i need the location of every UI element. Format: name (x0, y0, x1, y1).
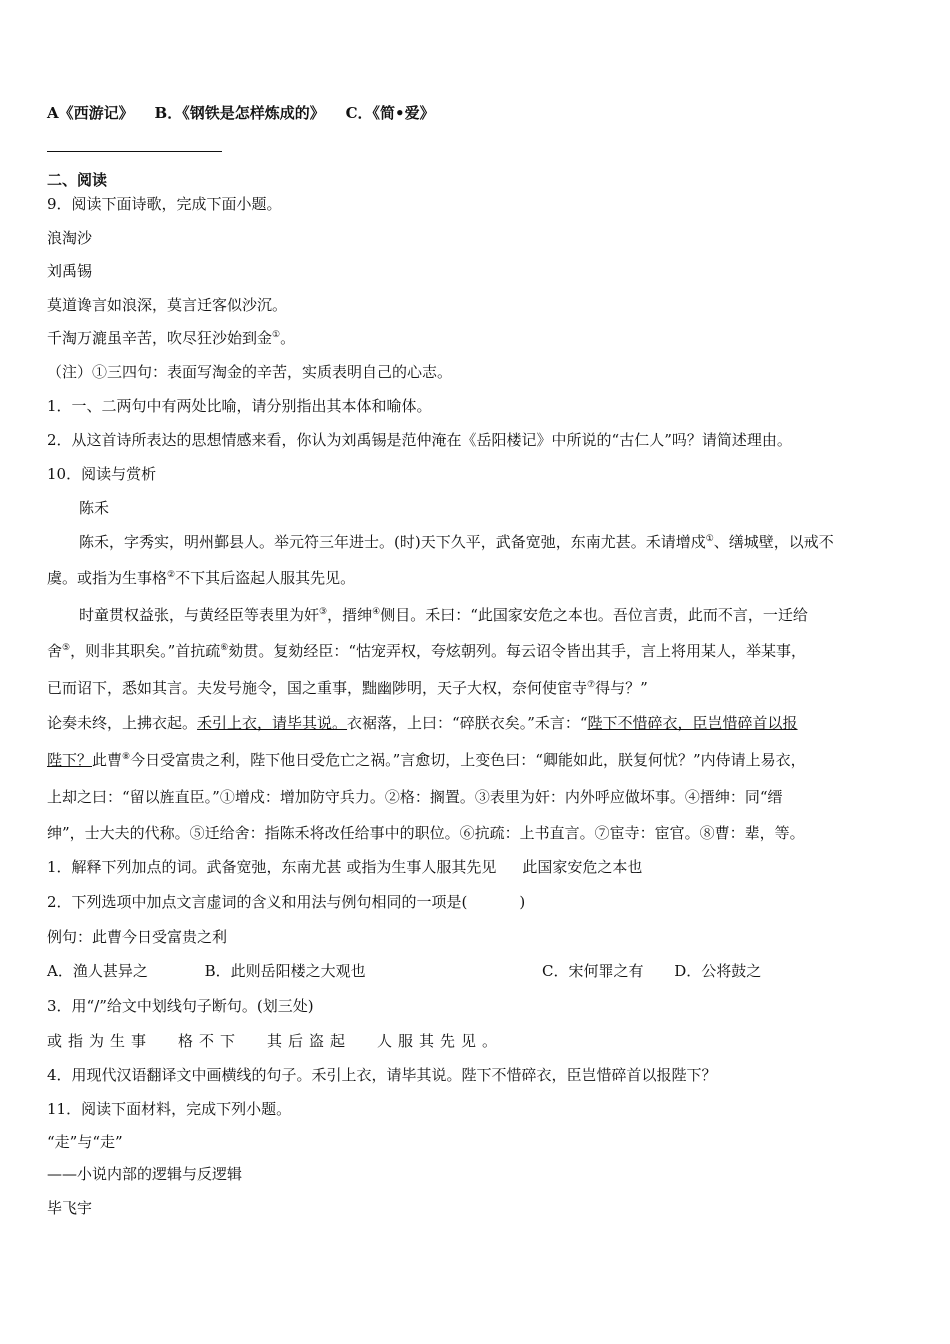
q10-sub2-options (47, 961, 366, 981)
essay-title: “走”与“走” (47, 1133, 123, 1151)
q11-stem: 11．阅读下面材料，完成下列小题。 (47, 1100, 292, 1118)
segmentation-sentence: 或指为生事 格不下 其后盗起 人服其先见。 (47, 1032, 504, 1050)
example-sentence: 例句：此曹今日受富贵之利 (47, 928, 228, 946)
passage-p1-line2: 虞。或指为生事格②不下其后盗起人服其先见。 (47, 569, 356, 587)
answer-rule (47, 151, 222, 152)
underlined-sentence-2: 陛下不惜碎衣，臣岂惜碎首以报 (587, 714, 798, 732)
options-line (47, 103, 435, 123)
poem-line-2: 千淘万漉虽辛苦，吹尽狂沙始到金①。 (47, 329, 296, 347)
q10-sub2: 2．下列选项中加点文言虚词的含义和用法与例句相同的一项是( ) (47, 893, 526, 911)
choice-a: A．渔人甚异之 (47, 962, 148, 980)
essay-subtitle: ——小说内部的逻辑与反逻辑 (47, 1165, 243, 1183)
q10-sub4: 4．用现代汉语翻译文中画横线的句子。禾引上衣，请毕其说。陛下不惜碎衣，臣岂惜碎首以报陛下？ (47, 1066, 717, 1084)
passage-title: 陈禾 (79, 499, 110, 517)
passage-p1-line1: 陈禾，字秀实，明州鄞县人。举元符三年进士。(时)天下久平，武备宽弛，东南尤甚。禾请增戍①、缮城壁，以戒不 (79, 533, 834, 551)
option-c: C．《简•爱》 (345, 104, 435, 122)
passage-p3-line3: 上却之曰：“留以旌直臣。”①增戍：增加防守兵力。②格：搁置。③表里为奸：内外呼应做坏事。④搢绅：同“缙 (47, 788, 783, 806)
passage-p3-line1: 论奏未终，上拂衣起。禾引上衣，请毕其说。衣裾落，上曰：“碎朕衣矣。”禾言：“陛下不惜碎衣，臣岂惜碎首以报 (47, 714, 798, 732)
passage-p2-line1: 时童贯权益张，与黄经臣等表里为奸③，搢绅④侧目。禾曰：“此国家安危之本也。吾位言责，此而不言，一迁给 (79, 606, 808, 624)
q10-sub3: 3．用“/”给文中划线句子断句。(划三处) (47, 997, 314, 1015)
passage-p2-line3: 已而诏下，悉如其言。夫发号施令，国之重事，黜幽陟明，天子大权，奈何使宦寺⑦得与？” (47, 679, 648, 697)
choice-c: C．宋何罪之有 (542, 962, 644, 980)
q9-sub1: 1．一、二两句中有两处比喻，请分别指出其本体和喻体。 (47, 397, 432, 415)
essay-author: 毕飞宇 (47, 1199, 93, 1217)
choice-d: D．公将鼓之 (674, 962, 762, 980)
passage-p3-line4: 绅”，士大夫的代称。⑤迁给舍：指陈禾将改任给事中的职位。⑥抗疏：上书直言。⑦宦寺：宦官。⑧曹：辈，等。 (47, 824, 805, 842)
option-a: A《西游记》 (47, 104, 134, 122)
poem-note: （注）①三四句：表面写淘金的辛苦，实质表明自己的心志。 (47, 363, 453, 381)
footnote-mark: ① (272, 330, 281, 340)
q10-sub2-options-right (542, 961, 761, 981)
passage-p2-line2: 舍⑤，则非其职矣。”首抗疏⑥劾贯。复劾经臣：“怙宠弄权，夸炫朝列。每云诏令皆出其手，言上将用某人，举某事， (47, 642, 807, 660)
q9-sub2: 2．从这首诗所表达的思想情感来看，你认为刘禹锡是范仲淹在《岳阳楼记》中所说的“古仁人”吗？请简述理由。 (47, 431, 792, 449)
poet-name: 刘禹锡 (47, 262, 93, 280)
passage-p3-line2: 陛下？此曹⑧今日受富贵之利，陛下他日受危亡之祸。”言愈切，上变色曰：“卿能如此，朕复何忧？”内侍请上易衣， (47, 751, 806, 769)
underlined-sentence-1: 禾引上衣，请毕其说。 (197, 714, 348, 732)
section-title: 二、阅读 (47, 171, 108, 189)
option-b: B．《钢铁是怎样炼成的》 (154, 104, 325, 122)
poem-line-1: 莫道谗言如浪深，莫言迁客似沙沉。 (47, 296, 288, 314)
poem-title: 浪淘沙 (47, 229, 93, 247)
q9-stem: 9．阅读下面诗歌，完成下面小题。 (47, 195, 282, 213)
choice-b: B．此则岳阳楼之大观也 (204, 962, 366, 980)
q10-sub1: 1．解释下列加点的词。武备宽弛，东南尤甚 或指为生事人服其先见 此国家安危之本也 (47, 858, 643, 876)
q10-stem: 10．阅读与赏析 (47, 465, 157, 483)
